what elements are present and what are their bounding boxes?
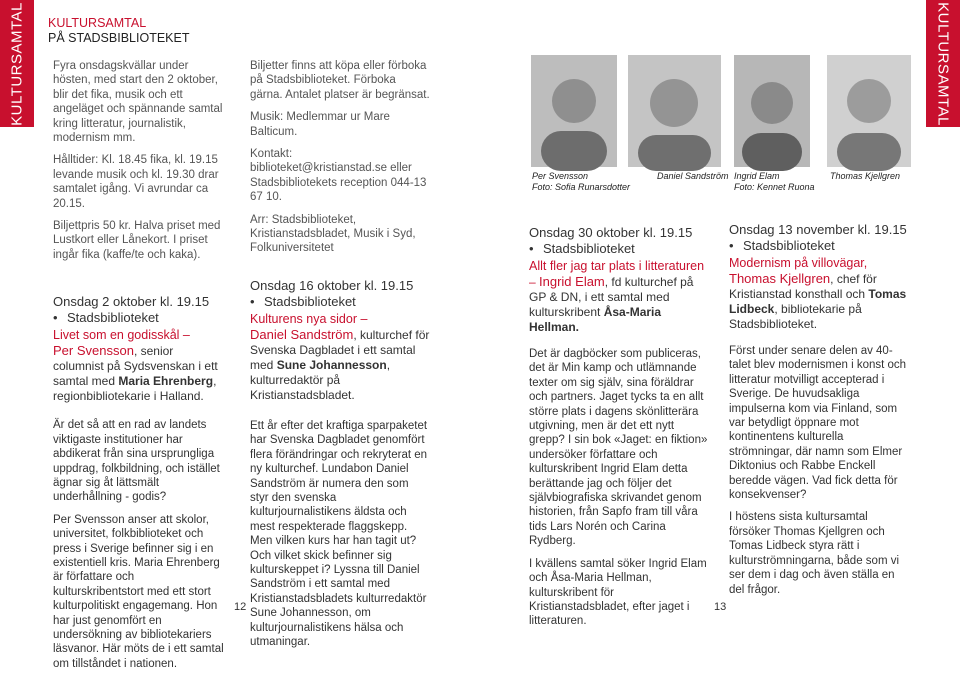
photo-caption	[532, 171, 630, 193]
page-number-left: 12	[234, 601, 247, 613]
participant-text: , kulturchef för Svenska Dagbladet i ett samtal med	[250, 327, 430, 372]
participant-text: , regionbibliotekarie i Halland.	[53, 374, 217, 404]
portrait-placeholder-icon	[827, 55, 911, 167]
intro-text: Fyra onsdagskvällar under hösten, med start den 2 oktober, blir det fika, musik och ett angeläget och spännande samtal kring litteratur, journalistik, modernism mm.	[53, 60, 223, 145]
column-4	[729, 222, 907, 605]
portrait-photo	[734, 55, 810, 167]
portrait-photo	[531, 55, 617, 167]
event-location	[250, 294, 430, 310]
section-tab-label: KULTURSAMTAL	[934, 1, 952, 126]
event-title: Allt fler jag tar plats i litteraturen	[529, 259, 705, 273]
event-participants	[53, 343, 225, 404]
portrait-placeholder-icon	[531, 55, 617, 167]
moderator-name: Maria Ehrenberg	[118, 374, 214, 389]
page-subtitle: PÅ STADSBIBLIOTEKET	[48, 31, 190, 45]
event-block	[250, 278, 430, 403]
section-tab-right	[926, 0, 960, 127]
price-text: Biljettpris 50 kr. Halva priset med Lustkort eller Lånekort. I priset ingår fika (kaffe/te och kaka).	[53, 220, 221, 261]
event-location-label: Stadsbiblioteket	[543, 241, 635, 256]
body-paragraph: Är det så att en rad av landets viktigaste institutioner har abdikerat från sina ursprungliga uppdrag, folkbildning, och istället ägnar sig åt lättsmält underhållning - godis?	[53, 419, 220, 504]
participant-text: , fd kulturchef på GP & DN, i ett samtal med kulturskribent	[529, 275, 694, 319]
section-tab-left	[0, 0, 34, 127]
participant-text: , chef för Kristianstad konsthall och	[729, 272, 877, 301]
event-date: Onsdag 2 oktober kl. 19.15	[53, 294, 210, 310]
photo-caption	[657, 171, 729, 182]
page-title: KULTURSAMTAL	[48, 16, 147, 30]
event-date: Onsdag 13 november kl. 19.15	[729, 222, 907, 237]
body-paragraph: Först under senare delen av 40-talet blev modernismen i konst och litteratur motvilligt accepterad i Sverige. De huvudsakliga impulserna kom via Finland, som var betydligt öppnare mot kontinentens kulturella strömningar, där namn som Elmer Diktonius och Rabbe Enckell beredde vägen. Vad fick detta för konsekvenser?	[729, 345, 907, 502]
body-paragraph: Per Svensson anser att skolor, universitet, folkbiblioteket och press i Sverige befinner sig i en existentiell kris. Maria Ehrenberg är författare och kulturskribentstort med ett stort kulturpolitiskt engagemang. Hon har just genomfört en undersökning av bibliotekariers läsvanor. Här möts de i ett samtal om tillståndet i nationen.	[53, 513, 224, 670]
speaker-name: Daniel Sandström	[250, 326, 354, 342]
tickets-text: Biljetter finns att köpa eller förboka på Stadsbiblioteket. Förboka gärna. Antalet platser är begränsat.	[250, 60, 430, 101]
body-paragraph: Det är dagböcker som publiceras, det är Min kamp och utlämnande texter om sig själv, sina föräldrar och partners. Jaget tycks ta en allt större plats i dagens skönlitterära utgivning, men är det ett nytt grepp? I sin bok «Jaget: en fiktion» undersöker författare och kulturskribent Ingrid Elam detta berättande jag och följer det självbiografiska skrivandet genom historien, från Sapfo fram till våra tids Lars Norén och Carina Rydberg.	[529, 348, 708, 548]
column-1	[53, 59, 225, 679]
event-title: Modernism på villovägar,	[729, 256, 868, 270]
body-paragraph: Ett år efter det kraftiga sparpaketet har Svenska Dagbladet genomfört flera förändringar och rekryterat en ny kulturchef. Lundabon Daniel Sandström är numera den som styr den svenska kulturjournalistikens äldsta och mest respekterade flaggskepp. Men vilken kurs har han tagit ut? Och vilket skick befinner sig kulturskeppet i? Lyssna till Daniel Sandström i ett samtal med Kristianstadsbladets kulturredaktör Sune Johannesson, om kulturjournalistikens hälsa och utmaningar.	[250, 419, 428, 648]
contact-text: Kontakt: biblioteket@kristianstad.se eller Stadsbibliotekets reception 044-13 67 10.	[250, 148, 427, 204]
photo-caption	[734, 171, 815, 193]
event-participants	[250, 327, 430, 403]
body-paragraph: I kvällens samtal söker Ingrid Elam och Åsa-Maria Hellman, kulturskribent för Kristianstadsbladet, efter jaget i litteraturen.	[529, 557, 707, 628]
event-location	[53, 310, 225, 326]
moderator-name: Åsa-Maria Hellman.	[529, 305, 662, 334]
participant-text: , kulturredaktör på Kristianstadsbladet.	[250, 357, 391, 402]
bullet-icon: •	[250, 293, 255, 309]
speaker-name: Ingrid Elam	[539, 274, 605, 289]
moderator-name: Tomas Lidbeck	[729, 287, 907, 316]
event-date: Onsdag 30 oktober kl. 19.15	[529, 225, 693, 240]
bullet-icon: •	[729, 238, 734, 253]
participant-text: , senior columnist på Sydsvenskan i ett samtal med	[53, 344, 218, 389]
portrait-photo	[628, 55, 721, 167]
caption-line: Daniel Sandström	[657, 171, 729, 181]
event-location-label: Stadsbiblioteket	[264, 293, 356, 309]
caption-line: Per Svensson	[532, 171, 589, 181]
event-location	[729, 238, 907, 254]
caption-line: Thomas Kjellgren	[830, 171, 901, 181]
photo-caption	[830, 171, 900, 182]
event-block	[729, 222, 907, 332]
event-participants	[529, 274, 709, 335]
event-participants	[729, 271, 907, 332]
column-3	[529, 225, 709, 637]
participant-text: , bibliotekarie på Stadsbiblioteket.	[729, 302, 862, 331]
event-title: Kulturens nya sidor –	[250, 311, 368, 326]
caption-line: Foto: Sofia Runarsdotter	[532, 182, 631, 192]
column-2	[250, 59, 430, 657]
event-date: Onsdag 16 oktober kl. 19.15	[250, 277, 414, 293]
event-block	[529, 225, 709, 335]
music-text: Musik: Medlemmar ur Mare Balticum.	[250, 111, 390, 138]
page-number-right: 13	[714, 601, 727, 613]
bullet-icon: •	[53, 310, 58, 326]
dash: –	[529, 275, 540, 289]
speaker-name: Thomas Kjellgren	[729, 271, 831, 286]
event-location-label: Stadsbiblioteket	[743, 238, 835, 253]
times-text: Hålltider: Kl. 18.45 fika, kl. 19.15 levande musik och kl. 19.30 drar samtalet igång. Vi avrundar ca 20.15.	[53, 154, 219, 210]
portrait-placeholder-icon	[734, 55, 810, 167]
portrait-placeholder-icon	[628, 55, 721, 167]
organizers-text: Arr: Stadsbiblioteket, Kristianstadsbladet, Musik i Syd, Folkuniversitetet	[250, 213, 416, 255]
caption-line: Ingrid Elam	[734, 171, 780, 181]
event-block	[53, 294, 225, 404]
portrait-photo	[827, 55, 911, 167]
section-tab-label: KULTURSAMTAL	[8, 1, 26, 126]
speaker-name: Per Svensson	[53, 343, 134, 359]
caption-line: Foto: Kennet Ruona	[734, 182, 815, 192]
moderator-name: Sune Johannesson	[276, 357, 387, 372]
body-paragraph: I höstens sista kultursamtal försöker Thomas Kjellgren och Tomas Lidbeck styra rätt i kulturströmningarna, både som vi ser dem i dag och även ställa en del frågor.	[729, 511, 900, 596]
event-title: Livet som en godisskål –	[53, 328, 190, 343]
event-location-label: Stadsbiblioteket	[67, 310, 159, 326]
bullet-icon: •	[529, 241, 534, 256]
event-location	[529, 241, 709, 257]
